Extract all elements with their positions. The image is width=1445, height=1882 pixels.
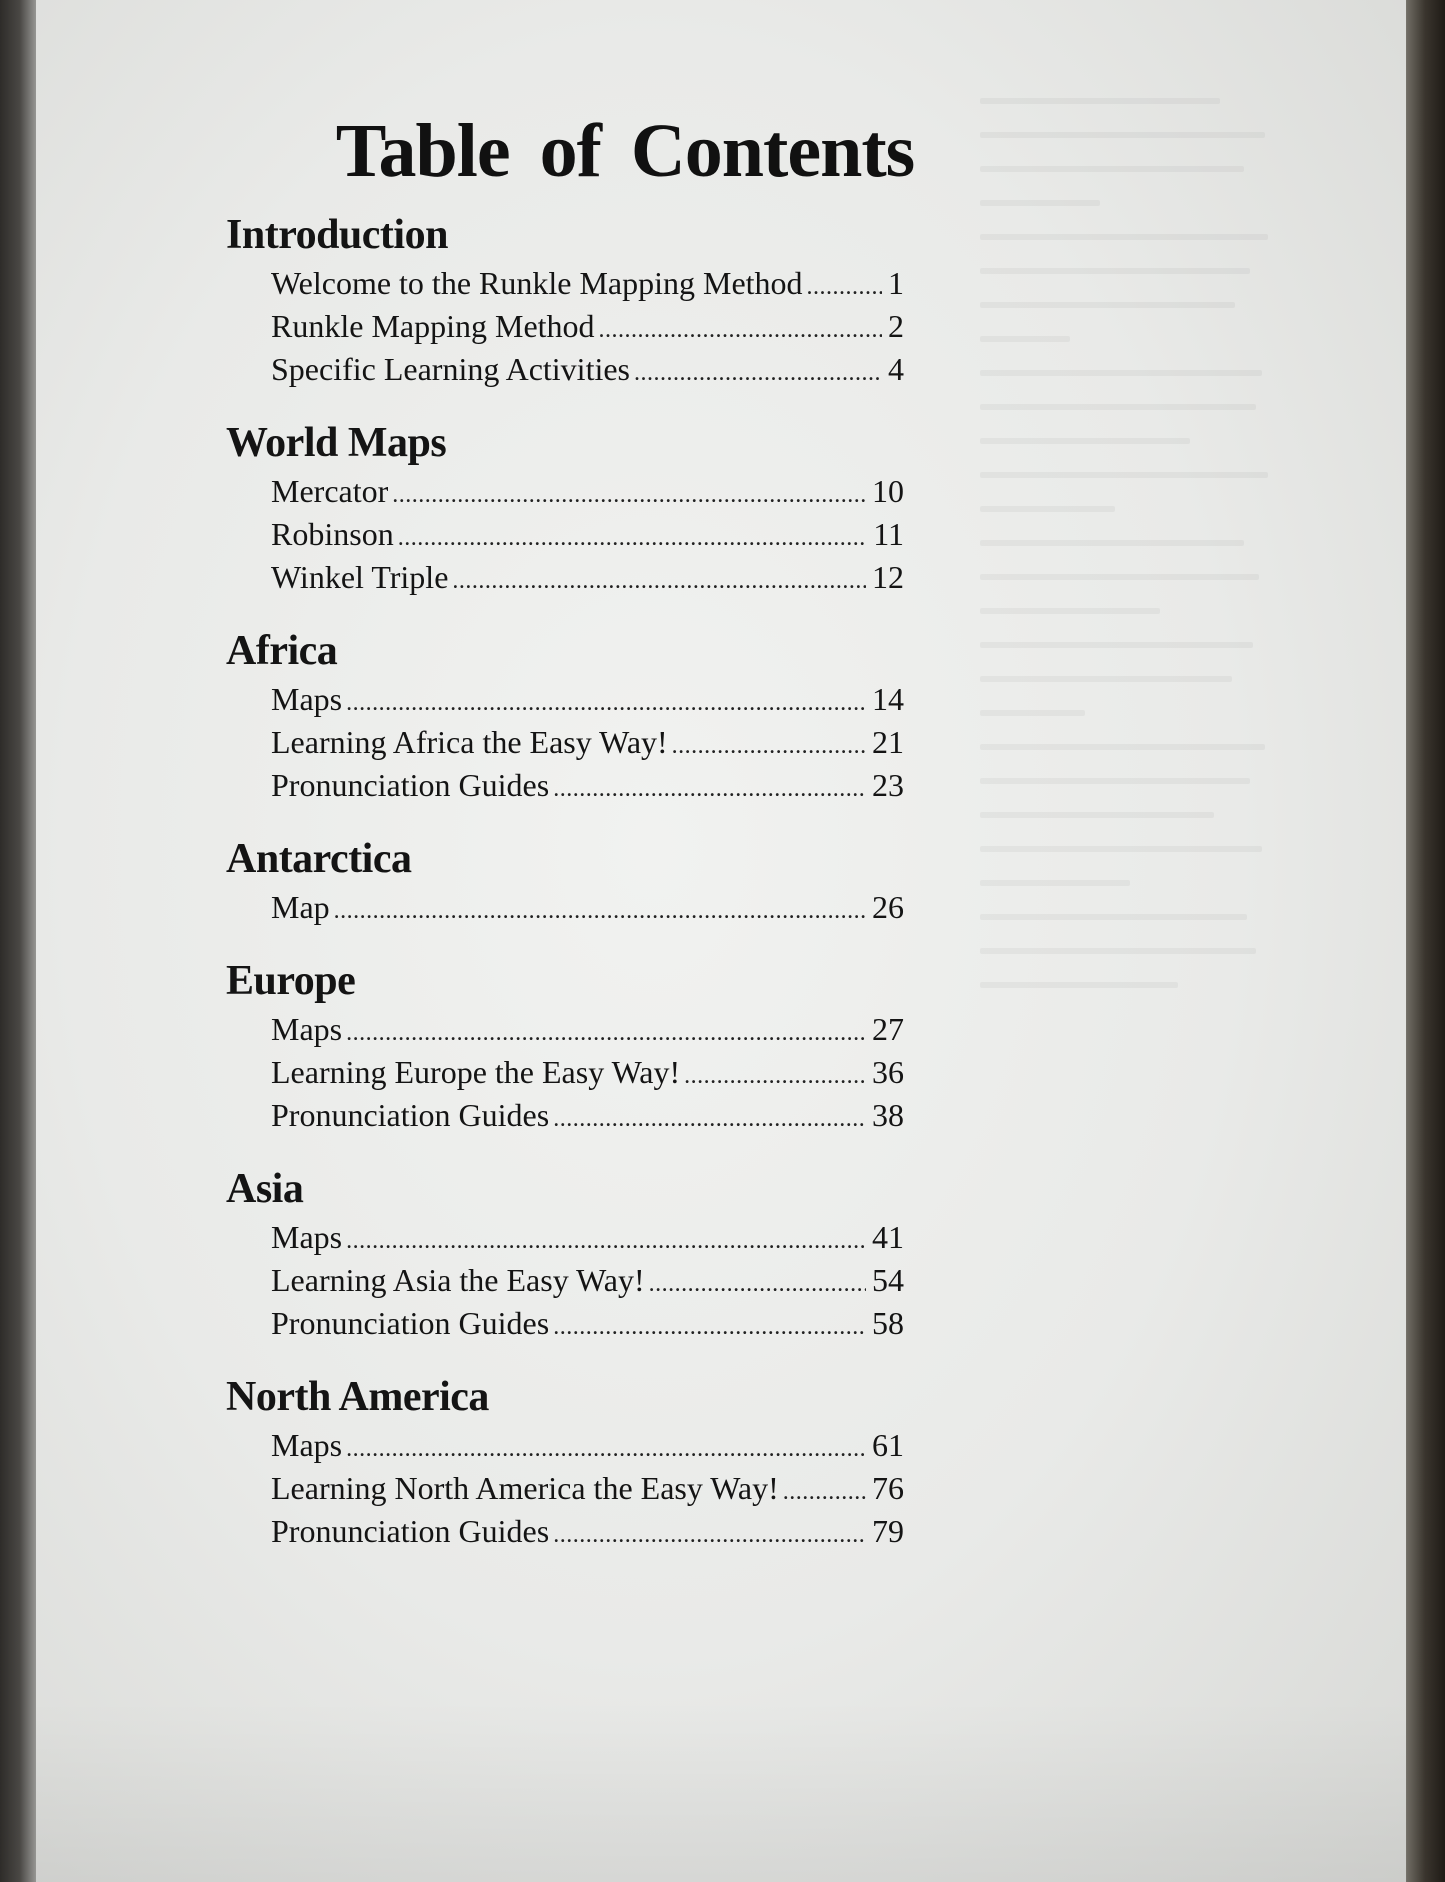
- entry-title: Learning Africa the Easy Way!: [271, 724, 668, 760]
- entry-title: Pronunciation Guides: [271, 767, 550, 803]
- page-number: 14: [872, 681, 904, 717]
- page-number: 79: [872, 1513, 904, 1549]
- dot-leader: [398, 517, 868, 560]
- entry-title: Map: [271, 889, 330, 925]
- page-number: 12: [872, 559, 904, 595]
- dot-leader: [649, 1263, 866, 1306]
- section-heading: World Maps: [226, 420, 447, 466]
- show-through-text: [980, 70, 1280, 1370]
- entry-title: Maps: [271, 681, 343, 717]
- toc-entry: [271, 1216, 904, 1259]
- page-number: 58: [872, 1305, 904, 1341]
- toc-entry: [271, 1302, 904, 1345]
- toc-entry: [271, 1259, 904, 1302]
- dot-leader: [346, 1428, 866, 1471]
- toc-section: [226, 208, 956, 391]
- toc-section: [226, 624, 956, 807]
- page-number: 38: [872, 1097, 904, 1133]
- entry-title: Mercator: [271, 473, 389, 509]
- entry-title: Maps: [271, 1219, 343, 1255]
- section-heading: Asia: [226, 1166, 304, 1212]
- section-heading: North America: [226, 1374, 489, 1420]
- entry-title: Robinson: [271, 516, 394, 552]
- entry-title: Pronunciation Guides: [271, 1513, 550, 1549]
- toc-section: [226, 832, 956, 929]
- section-heading: Europe: [226, 958, 356, 1004]
- page-number: 54: [872, 1262, 904, 1298]
- entry-title: Learning North America the Easy Way!: [271, 1470, 779, 1506]
- dot-leader: [334, 890, 866, 933]
- toc-entry: [271, 1094, 904, 1137]
- section-heading: Antarctica: [226, 836, 412, 882]
- toc-entry: [271, 1008, 904, 1051]
- page-number: 41: [872, 1219, 904, 1255]
- toc-entry: [271, 764, 904, 807]
- page-title: Table of Contents: [335, 108, 915, 193]
- toc-entry: [271, 1467, 904, 1510]
- toc-section: [226, 1162, 956, 1345]
- toc-entry: [271, 678, 904, 721]
- toc-entry: [271, 1510, 904, 1553]
- entry-title: Runkle Mapping Method: [271, 308, 595, 344]
- toc-section: [226, 954, 956, 1137]
- dot-leader: [783, 1471, 866, 1514]
- toc-entry: [271, 1424, 904, 1467]
- page-number: 76: [872, 1470, 904, 1506]
- page-number: 36: [872, 1054, 904, 1090]
- entry-title: Maps: [271, 1011, 343, 1047]
- dot-leader: [684, 1055, 866, 1098]
- toc-entry: [271, 470, 904, 513]
- toc-entry: [271, 513, 904, 556]
- page-number: 11: [873, 516, 904, 552]
- entry-title: Specific Learning Activities: [271, 351, 630, 387]
- toc-entry: [271, 556, 904, 599]
- page-number: 10: [872, 473, 904, 509]
- entry-title: Learning Asia the Easy Way!: [271, 1262, 645, 1298]
- toc-entry: [271, 886, 904, 929]
- dot-leader: [452, 560, 866, 603]
- entry-title: Winkel Triple: [271, 559, 449, 595]
- paper-shadow: [36, 1700, 1406, 1882]
- entry-title: Pronunciation Guides: [271, 1097, 550, 1133]
- toc-section: [226, 1370, 956, 1553]
- toc-entry: [271, 348, 904, 391]
- toc-section: [226, 416, 956, 599]
- entry-title: Pronunciation Guides: [271, 1305, 550, 1341]
- dot-leader: [553, 1514, 866, 1557]
- toc-entry: [271, 262, 904, 305]
- dot-leader: [392, 474, 866, 517]
- page-number: 2: [888, 308, 904, 344]
- entry-title: Welcome to the Runkle Mapping Method: [271, 265, 803, 301]
- section-heading: Africa: [226, 628, 338, 674]
- dot-leader: [672, 725, 866, 768]
- dot-leader: [634, 352, 882, 395]
- dot-leader: [807, 266, 882, 309]
- toc-entry: [271, 721, 904, 764]
- entry-title: Maps: [271, 1427, 343, 1463]
- toc-entry: [271, 1051, 904, 1094]
- entry-title: Learning Europe the Easy Way!: [271, 1054, 681, 1090]
- dot-leader: [553, 1098, 866, 1141]
- page-number: 23: [872, 767, 904, 803]
- dot-leader: [346, 1012, 866, 1055]
- page-number: 27: [872, 1011, 904, 1047]
- dot-leader: [553, 1306, 866, 1349]
- dot-leader: [553, 768, 866, 811]
- dot-leader: [346, 682, 866, 725]
- page-number: 26: [872, 889, 904, 925]
- dot-leader: [599, 309, 882, 352]
- dot-leader: [346, 1220, 866, 1263]
- page-number: 4: [888, 351, 904, 387]
- page-number: 1: [888, 265, 904, 301]
- page-number: 61: [872, 1427, 904, 1463]
- toc-entry: [271, 305, 904, 348]
- page-number: 21: [872, 724, 904, 760]
- table-of-contents: [226, 208, 956, 1553]
- section-heading: Introduction: [226, 212, 448, 258]
